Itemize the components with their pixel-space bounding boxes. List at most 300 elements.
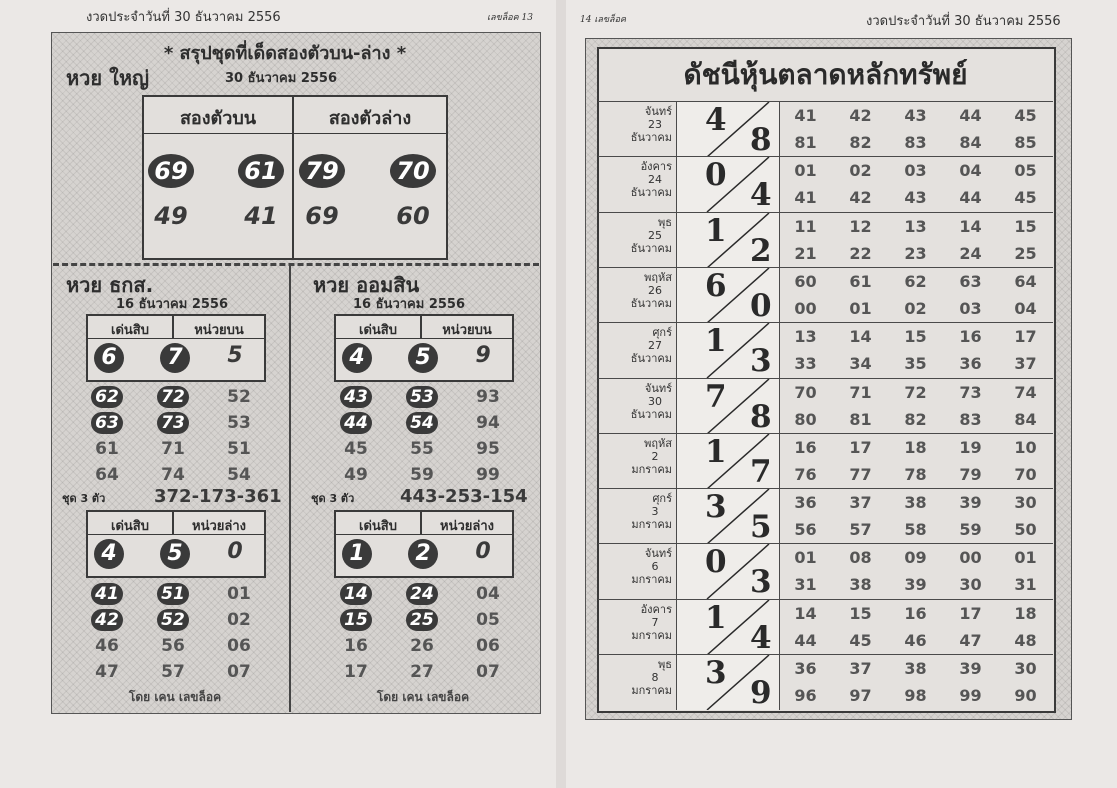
month-name: ธันวาคม: [630, 407, 672, 421]
bottom-number: 59: [959, 520, 982, 540]
month-name: ธันวาคม: [630, 352, 672, 366]
month-name: มกราคม: [631, 518, 672, 532]
top-number: 39: [959, 493, 982, 513]
number-cell: 49: [344, 465, 368, 485]
day-name: จันทร์: [644, 381, 672, 395]
day-number: 23: [648, 118, 662, 131]
section-title: * สรุปชุดที่เด็ดสองตัวบน-ล่าง *: [163, 43, 407, 64]
index-row-date: [598, 102, 676, 157]
number-cell: 61: [95, 439, 119, 459]
day-number: 24: [648, 173, 662, 187]
index-digit-1: 0: [705, 157, 727, 194]
day-number: 6: [651, 560, 659, 574]
top-number: 05: [1014, 161, 1037, 181]
number-cell: 27: [410, 662, 434, 682]
day-number: 25: [648, 228, 662, 242]
month-name: มกราคม: [631, 628, 672, 642]
bottom-number: 83: [959, 409, 982, 429]
index-row-date: [598, 655, 676, 710]
index-digit-2: 8: [750, 122, 772, 157]
gsb-date: 16 ธันวาคม 2556: [353, 297, 466, 312]
bottom-number: 98: [904, 686, 927, 705]
top-number: 64: [1014, 271, 1037, 291]
gsb-upper-num-3: 9: [475, 343, 491, 368]
index-number-grid: [778, 544, 1053, 599]
number-cell: 56: [161, 636, 185, 656]
top-number: 09: [904, 548, 927, 568]
baac-upper-num-1: 6: [94, 343, 124, 373]
bottom-number: 84: [959, 133, 982, 152]
baac-lower-num-2: 5: [160, 539, 190, 569]
index-title: ดัชนีหุ้นตลาดหลักทรัพย์: [683, 58, 968, 91]
index-digit-2: 9: [750, 675, 772, 710]
gsb-name: หวย ออมสิน: [313, 273, 420, 297]
bottom-number: 02: [904, 298, 927, 318]
day-name: ศุกร์: [652, 326, 672, 340]
left-page: [0, 0, 556, 788]
index-digit-2: 3: [750, 564, 772, 600]
number-cell: 05: [476, 610, 500, 630]
bottom-number: 25: [1014, 243, 1037, 263]
top-number: 08: [849, 548, 872, 568]
top-two-label: สองตัวบน: [179, 108, 257, 129]
top-number: 16: [959, 327, 982, 347]
index-digit-2: 5: [750, 509, 772, 545]
gsb-lower-num-2: 2: [408, 539, 438, 569]
index-digits-cell: [676, 600, 780, 655]
index-number-grid: [778, 434, 1053, 489]
baac-upper-h2: หน่วยบน: [194, 323, 244, 338]
day-number: 8: [651, 671, 659, 684]
gsb-lower-num-1: 1: [342, 539, 372, 569]
index-digit-1: 1: [705, 212, 727, 249]
number-cell: 25: [406, 609, 438, 631]
top-number: 10: [1014, 437, 1037, 457]
index-number-grid: [778, 213, 1053, 268]
top-number: 43: [904, 106, 927, 125]
index-number-grid: [778, 102, 1053, 157]
index-row-date: [598, 268, 676, 323]
top-number: 18: [904, 437, 927, 457]
baac-upper-num-3: 5: [227, 343, 243, 368]
number-cell: 41: [91, 583, 123, 605]
bottom-number: 31: [794, 575, 817, 595]
bottom-number: 77: [849, 464, 872, 484]
index-digit-1: 6: [705, 267, 727, 304]
left-header-title: งวดประจำวันที่ 30 ธันวาคม 2556: [86, 10, 281, 25]
number-cell: 57: [161, 662, 185, 682]
bottom-number: 42: [849, 188, 872, 208]
number-cell: 99: [476, 465, 500, 485]
bottom-number: 31: [1014, 575, 1037, 595]
number-cell: 62: [91, 386, 123, 408]
day-name: จันทร์: [644, 105, 672, 118]
column-divider: [289, 266, 291, 712]
top-number: 19: [959, 437, 982, 457]
top-number: 72: [904, 382, 927, 402]
index-number-grid: [778, 323, 1053, 378]
gsb-upper-num-2: 5: [408, 343, 438, 373]
bottom-number: 79: [959, 464, 982, 484]
index-digits-cell: [676, 157, 780, 212]
number-cell: 72: [157, 386, 189, 408]
top-number: 00: [959, 548, 982, 568]
baac-three-value: 372-173-361: [154, 486, 282, 507]
top-number: 01: [794, 161, 817, 181]
bottom-two-label: สองตัวล่าง: [328, 108, 412, 129]
index-row-date: [598, 213, 676, 268]
baac-lower-num-3: 0: [227, 539, 243, 564]
index-row-date: [598, 157, 676, 212]
index-number-grid: [778, 379, 1053, 434]
bottom-number: 22: [849, 243, 872, 263]
number-cell: 52: [227, 387, 251, 407]
right-page-number: 14 เลขล็อค: [580, 15, 626, 25]
number-cell: 42: [91, 609, 123, 631]
top-number: 37: [849, 493, 872, 513]
index-number-grid: [778, 655, 1053, 710]
top-number: 15: [904, 327, 927, 347]
number-cell: 02: [227, 610, 251, 630]
number-cell: 06: [227, 636, 251, 656]
index-digit-1: 3: [705, 489, 727, 526]
number-cell: 53: [406, 386, 438, 408]
bottom-number: 78: [904, 464, 927, 484]
day-name: พฤหัส: [644, 436, 672, 450]
number-cell: 06: [476, 636, 500, 656]
gsb-upper-h1: เด่นสิบ: [359, 323, 397, 338]
number-cell: 71: [161, 439, 185, 459]
index-digit-2: 4: [750, 619, 772, 655]
day-number: 3: [651, 505, 659, 519]
baac-upper-num-2: 7: [160, 343, 190, 373]
index-digit-1: 0: [705, 544, 727, 581]
number-cell: 54: [406, 412, 438, 434]
top-number: 61: [849, 271, 872, 291]
top-ball-2: 61: [238, 154, 284, 188]
month-name: มกราคม: [631, 462, 672, 476]
index-row: [598, 101, 1053, 157]
index-number-grid: [778, 600, 1053, 655]
top-number: 42: [849, 106, 872, 125]
bottom-number: 35: [904, 354, 927, 374]
top-number: 17: [849, 437, 872, 457]
bottom-number: 37: [1014, 354, 1037, 374]
day-number: 2: [651, 449, 659, 463]
gsb-three-label: ชุด 3 ตัว: [311, 492, 355, 505]
gsb-upper-h2: หน่วยบน: [442, 323, 492, 338]
gsb-lower-box: [334, 510, 514, 578]
month-name: ธันวาคม: [630, 186, 672, 200]
day-number: 26: [648, 283, 662, 297]
bottom-number: 57: [849, 520, 872, 540]
number-cell: 53: [227, 413, 251, 433]
index-digit-2: 4: [750, 177, 772, 213]
index-row-date: [598, 379, 676, 434]
index-digits-cell: [676, 379, 780, 434]
big-lottery-box: [142, 95, 448, 260]
index-row-date: [598, 434, 676, 489]
bottom-number: 45: [1014, 188, 1037, 208]
month-name: มกราคม: [631, 684, 672, 697]
top-number: 60: [794, 271, 817, 291]
top-number: 37: [849, 659, 872, 678]
top-number: 74: [1014, 382, 1037, 402]
bottom-number: 70: [1014, 464, 1037, 484]
top-number: 14: [794, 603, 817, 623]
top-number: 63: [959, 271, 982, 291]
top-number: 71: [849, 382, 872, 402]
bottom-number: 97: [849, 686, 872, 705]
number-cell: 46: [95, 636, 119, 656]
bottom-number: 03: [959, 298, 982, 318]
top-number: 01: [794, 548, 817, 568]
number-cell: 54: [227, 465, 251, 485]
number-cell: 16: [344, 636, 368, 656]
index-row-date: [598, 323, 676, 378]
top-number: 36: [794, 493, 817, 513]
number-cell: 17: [344, 662, 368, 682]
bottom-number: 33: [794, 354, 817, 374]
index-digit-1: 1: [705, 433, 727, 470]
index-number-grid: [778, 489, 1053, 544]
index-digits-cell: [676, 544, 780, 599]
bottom-number: 34: [849, 354, 872, 374]
bottom-number: 01: [849, 298, 872, 318]
number-cell: 55: [410, 439, 434, 459]
baac-three-label: ชุด 3 ตัว: [62, 492, 106, 505]
bottom-number: 43: [904, 188, 927, 208]
baac-lower-h2: หน่วยล่าง: [192, 519, 246, 534]
top-number: 70: [794, 382, 817, 402]
top-number: 36: [794, 659, 817, 678]
number-cell: 93: [476, 387, 500, 407]
index-row: [598, 599, 1053, 655]
bottom-number: 83: [904, 133, 927, 152]
gsb-upper-num-1: 4: [342, 343, 372, 373]
number-cell: 14: [340, 583, 372, 605]
top-number: 17: [959, 603, 982, 623]
index-row-date: [598, 489, 676, 544]
gsb-upper-box: [334, 314, 514, 382]
baac-footer: โดย เคน เลขล็อค: [128, 690, 222, 704]
gsb-lower-h1: เด่นสิบ: [359, 519, 397, 534]
left-page-number: เลขล็อค 13: [487, 13, 533, 23]
bottom-number: 30: [959, 575, 982, 595]
number-cell: 64: [95, 465, 119, 485]
index-row-date: [598, 544, 676, 599]
top-number: 02: [849, 161, 872, 181]
top-number: 14: [849, 327, 872, 347]
index-digits-cell: [676, 489, 780, 544]
index-digit-2: 7: [750, 453, 772, 489]
index-digits-cell: [676, 323, 780, 378]
index-digit-2: 8: [750, 398, 772, 434]
bottom-number: 58: [904, 520, 927, 540]
index-row: [598, 212, 1053, 268]
bottom-plain-1: 69: [305, 202, 339, 230]
index-digit-2: 2: [750, 232, 772, 268]
number-cell: 04: [476, 584, 500, 604]
number-cell: 07: [227, 662, 251, 682]
day-number: 27: [648, 339, 662, 353]
number-cell: 15: [340, 609, 372, 631]
day-name: ศุกร์: [652, 492, 672, 506]
index-digit-1: 4: [705, 102, 727, 138]
day-name: จันทร์: [644, 547, 672, 561]
index-digit-1: 3: [705, 655, 727, 691]
number-cell: 95: [476, 439, 500, 459]
top-number: 03: [904, 161, 927, 181]
bottom-ball-2: 70: [390, 154, 436, 188]
top-number: 44: [959, 106, 982, 125]
bottom-ball-1: 79: [299, 154, 345, 188]
baac-upper-box: [86, 314, 266, 382]
top-ball-1: 69: [148, 154, 194, 188]
top-number: 41: [794, 106, 817, 125]
index-digits-cell: [676, 213, 780, 268]
bottom-number: 84: [1014, 409, 1037, 429]
baac-upper-h1: เด่นสิบ: [111, 323, 149, 338]
number-cell: 44: [340, 412, 372, 434]
top-number: 13: [794, 327, 817, 347]
top-number: 04: [959, 161, 982, 181]
number-cell: 47: [95, 662, 119, 682]
number-cell: 26: [410, 636, 434, 656]
index-number-grid: [778, 157, 1053, 212]
bottom-plain-2: 60: [396, 202, 430, 230]
index-digits-cell: [676, 434, 780, 489]
index-row: [598, 378, 1053, 434]
bottom-number: 39: [904, 575, 927, 595]
number-cell: 43: [340, 386, 372, 408]
big-lottery-name: หวย ใหญ่: [66, 66, 150, 90]
number-cell: 59: [410, 465, 434, 485]
bottom-number: 50: [1014, 520, 1037, 540]
month-name: ธันวาคม: [630, 241, 672, 255]
gsb-three-value: 443-253-154: [400, 486, 528, 507]
top-number: 30: [1014, 659, 1037, 678]
bottom-number: 80: [794, 409, 817, 429]
index-digit-1: 1: [705, 599, 727, 636]
index-digit-1: 7: [705, 378, 727, 415]
bottom-number: 99: [959, 686, 982, 705]
number-cell: 94: [476, 413, 500, 433]
top-number: 38: [904, 493, 927, 513]
baac-lower-h1: เด่นสิบ: [111, 519, 149, 534]
number-cell: 73: [157, 412, 189, 434]
day-name: พฤหัส: [644, 270, 672, 284]
index-number-grid: [778, 268, 1053, 323]
baac-lower-num-1: 4: [94, 539, 124, 569]
bottom-number: 96: [794, 686, 817, 705]
index-digits-cell: [676, 268, 780, 323]
top-number: 39: [959, 659, 982, 678]
index-digits-cell: [676, 102, 780, 157]
bottom-number: 47: [959, 630, 982, 650]
index-digit-2: 0: [750, 287, 772, 323]
index-row: [598, 654, 1053, 710]
baac-name: หวย ธกส.: [66, 273, 154, 297]
bottom-number: 24: [959, 243, 982, 263]
month-name: มกราคม: [631, 573, 672, 587]
day-number: 30: [648, 394, 662, 408]
number-cell: 01: [227, 584, 251, 604]
bottom-number: 36: [959, 354, 982, 374]
index-row: [598, 156, 1053, 212]
number-cell: 07: [476, 662, 500, 682]
index-row: [598, 488, 1053, 544]
bottom-number: 46: [904, 630, 927, 650]
top-number: 62: [904, 271, 927, 291]
bottom-number: 85: [1014, 133, 1037, 152]
bottom-number: 81: [849, 409, 872, 429]
gsb-lower-h2: หน่วยล่าง: [440, 519, 494, 534]
bottom-number: 82: [904, 409, 927, 429]
bottom-number: 41: [794, 188, 817, 208]
top-number: 73: [959, 382, 982, 402]
month-name: ธันวาคม: [630, 296, 672, 310]
index-digits-cell: [676, 655, 780, 710]
bottom-number: 23: [904, 243, 927, 263]
baac-lower-box: [86, 510, 266, 578]
bottom-number: 21: [794, 243, 817, 263]
bottom-number: 90: [1014, 686, 1037, 705]
month-name: ธันวาคม: [630, 131, 672, 144]
day-name: พุธ: [658, 215, 672, 229]
top-number: 17: [1014, 327, 1037, 347]
top-number: 15: [849, 603, 872, 623]
top-plain-2: 41: [244, 202, 278, 230]
number-cell: 51: [227, 439, 251, 459]
top-plain-1: 49: [154, 202, 188, 230]
index-digit-1: 1: [705, 323, 727, 360]
day-name: อังคาร: [640, 602, 672, 616]
bottom-number: 44: [794, 630, 817, 650]
big-lottery-date: 30 ธันวาคม 2556: [225, 71, 338, 86]
bottom-number: 76: [794, 464, 817, 484]
bottom-number: 44: [959, 188, 982, 208]
gsb-lower-num-3: 0: [475, 539, 491, 564]
index-row: [598, 433, 1053, 489]
bottom-number: 81: [794, 133, 817, 152]
top-number: 18: [1014, 603, 1037, 623]
index-digit-2: 3: [750, 343, 772, 379]
bottom-number: 00: [794, 298, 817, 318]
number-cell: 51: [157, 583, 189, 605]
day-number: 7: [651, 615, 659, 629]
bottom-number: 48: [1014, 630, 1037, 650]
bottom-number: 04: [1014, 298, 1037, 318]
number-cell: 24: [406, 583, 438, 605]
number-cell: 45: [344, 439, 368, 459]
top-number: 11: [794, 216, 817, 236]
number-cell: 63: [91, 412, 123, 434]
baac-date: 16 ธันวาคม 2556: [116, 297, 229, 312]
index-row: [598, 543, 1053, 599]
number-cell: 52: [157, 609, 189, 631]
index-row-date: [598, 600, 676, 655]
bottom-number: 82: [849, 133, 872, 152]
right-header-title: งวดประจำวันที่ 30 ธันวาคม 2556: [866, 14, 1061, 29]
bottom-number: 38: [849, 575, 872, 595]
top-number: 16: [794, 437, 817, 457]
top-number: 13: [904, 216, 927, 236]
day-name: พุธ: [658, 658, 672, 671]
top-number: 15: [1014, 216, 1037, 236]
index-row: [598, 267, 1053, 323]
index-row: [598, 322, 1053, 378]
